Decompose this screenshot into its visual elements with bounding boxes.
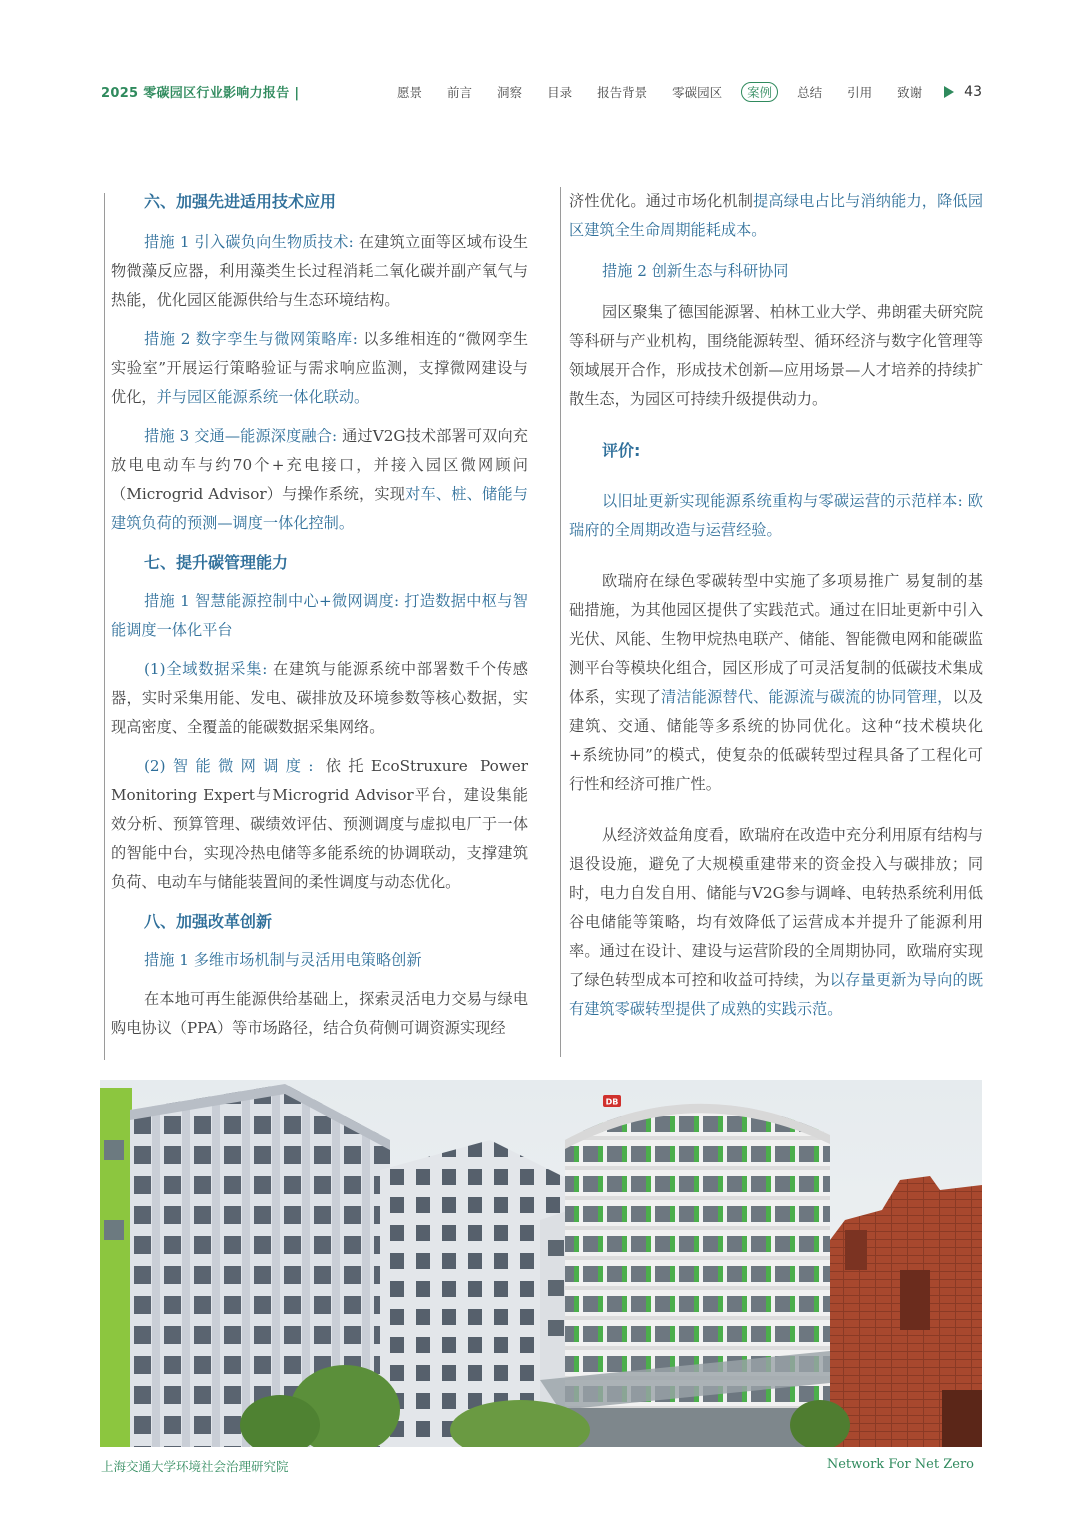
evaluation-heading: 评价: xyxy=(602,441,641,460)
page-number: 43 xyxy=(964,84,982,100)
right-column xyxy=(569,187,983,1024)
nav-contents[interactable]: 目录 xyxy=(547,85,573,100)
nav-acknowledgements[interactable]: 致谢 xyxy=(897,85,923,100)
measure-paragraph: (2)智能微网调度: 依托EcoStruxure Power Monitoring Expert与Microgrid Advisor平台，建设集能效分析、预算管理、碳绩效评估、预测调度与虚拟电厂于一体的智能中台，实现冷热电储等多能系统的协调联动，支撑建筑负荷、电动车与储能装置间的柔性调度与动态优化。 xyxy=(111,757,528,891)
footer-network: Network For Net Zero xyxy=(826,1457,974,1472)
play-arrow-icon xyxy=(944,86,954,98)
section-heading-7: 七、提升碳管理能力 xyxy=(144,553,289,572)
evaluation-summary: 以旧址更新实现能源系统重构与零碳运营的示范样本: 欧瑞府的全周期改造与运营经验。 xyxy=(569,492,983,539)
body-paragraph: 欧瑞府在绿色零碳转型中实施了多项易推广 易复制的基础措施，为其他园区提供了实践范式。通过在旧址更新中引入光伏、风能、生物甲烷热电联产、储能、智能微电网和能碳监测平台等模块化组合，园区形成了可灵活复制的低碳技术集成体系，实现了清洁能源替代、能源流与碳流的协同管理，以及建筑、交通、储能等多系统的协同优化。这种“技术模块化+系统协同”的模式，使复杂的低碳转型过程具备了工程化可行性和经济可推广性。 xyxy=(569,572,984,793)
nav-preface[interactable]: 前言 xyxy=(447,85,473,100)
continued-paragraph: 济性优化。通过市场化机制提高绿电占比与消纳能力，降低园区建筑全生命周期能耗成本。 xyxy=(569,192,984,239)
measure-heading: 措施 1 多维市场机制与灵活用电策略创新 xyxy=(144,951,422,969)
measure-paragraph: (1)全域数据采集: 在建筑与能源系统中部署数千个传感器，实时采集用能、发电、碳排放及环境参数等核心数据，实现高密度、全覆盖的能碳数据采集网络。 xyxy=(111,660,528,736)
nav-vision[interactable]: 愿景 xyxy=(397,85,423,100)
report-title: 2025 零碳园区行业影响力报告 | xyxy=(101,86,300,101)
measure-heading: 措施 2 创新生态与科研协同 xyxy=(602,262,789,280)
body-paragraph: 从经济效益角度看，欧瑞府在改造中充分利用原有结构与退役设施，避免了大规模重建带来的资金投入与碳排放；同时，电力自发自用、储能与V2G参与调峰、电转热系统利用低谷电储能等策略，均有效降低了运营成本并提升了能源利用率。通过在设计、建设与运营阶段的全周期协同，欧瑞府实现了绿色转型成本可控和收益可持续，为以存量更新为导向的既有建筑零碳转型提供了成熟的实践示范。 xyxy=(569,826,984,1018)
measure-heading: 措施 1 智慧能源控制中心+微网调度: 打造数据中枢与智能调度一体化平台 xyxy=(111,592,528,639)
left-column-rule xyxy=(104,193,105,1060)
section-heading-6: 六、加强先进适用技术应用 xyxy=(144,192,337,211)
measure-paragraph: 措施 3 交通—能源深度融合: 通过V2G技术部署可双向充放电电动车与约70个+充电接口，并接入园区微网顾问（Microgrid Advisor）与操作系统，实现对车、桩、储能与建筑负荷的预测—调度一体化控制。 xyxy=(111,427,528,532)
top-nav xyxy=(372,82,982,102)
building-photo xyxy=(100,1080,982,1447)
nav-background[interactable]: 报告背景 xyxy=(597,85,648,100)
measure-paragraph: 措施 1 引入碳负向生物质技术: 在建筑立面等区域布设生物微藻反应器，利用藻类生长过程消耗二氧化碳并副产氧气与热能，优化园区能源供给与生态环境结构。 xyxy=(111,233,529,309)
measure-paragraph: 措施 2 数字孪生与微网策略库: 以多维相连的“微网孪生实验室”开展运行策略验证与需求响应监测，支撑微网建设与优化，并与园区能源系统一体化联动。 xyxy=(111,330,529,406)
measure-paragraph: 在本地可再生能源供给基础上，探索灵活电力交易与绿电购电协议（PPA）等市场路径，结合负荷侧可调资源实现经 xyxy=(111,990,528,1037)
nav-insight[interactable]: 洞察 xyxy=(497,85,523,100)
db-sign: DB xyxy=(605,1097,619,1107)
nav-cases[interactable]: 案例 xyxy=(741,82,778,102)
left-column xyxy=(111,187,528,1043)
footer-institution: 上海交通大学环境社会治理研究院 xyxy=(101,1459,289,1474)
right-column-rule xyxy=(560,187,561,1057)
nav-references[interactable]: 引用 xyxy=(847,85,873,100)
nav-zero-carbon-park[interactable]: 零碳园区 xyxy=(672,85,723,100)
nav-summary[interactable]: 总结 xyxy=(797,85,823,100)
body-paragraph: 园区聚集了德国能源署、柏林工业大学、弗朗霍夫研究院等科研与产业机构，围绕能源转型、循环经济与数字化管理等领域展开合作，形成技术创新—应用场景—人才培养的持续扩散生态，为园区可持续升级提供动力。 xyxy=(569,303,983,408)
section-heading-8: 八、加强改革创新 xyxy=(144,912,273,931)
